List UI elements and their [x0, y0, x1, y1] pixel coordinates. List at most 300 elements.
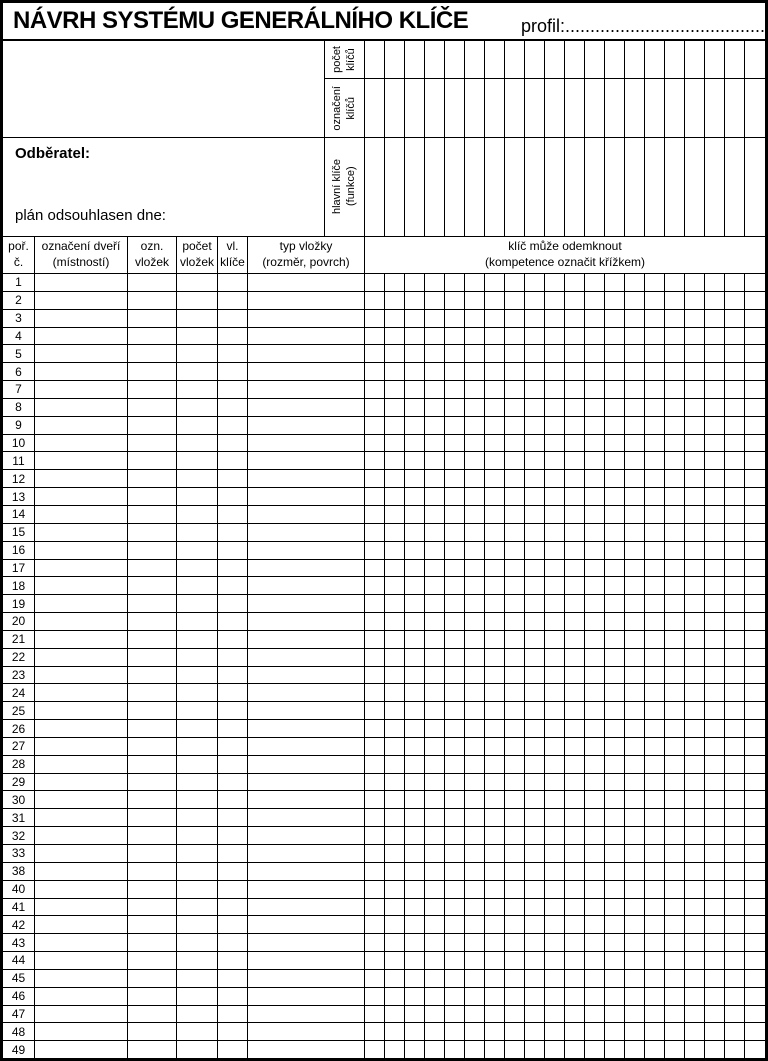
cell-ozn-vlozek — [128, 345, 177, 362]
key-competence-cell — [385, 827, 405, 844]
key-competence-cell — [705, 381, 725, 398]
key-competence-cell — [585, 417, 605, 434]
key-competence-cell — [705, 345, 725, 362]
key-competence-cell — [365, 363, 385, 380]
key-competence-cell — [485, 363, 505, 380]
key-competence-cell — [405, 577, 425, 594]
key-header-cell — [365, 41, 385, 78]
row-number: 32 — [3, 827, 35, 844]
key-competence-cell — [725, 328, 745, 345]
key-competence-cell — [505, 899, 525, 916]
key-competence-cell — [405, 310, 425, 327]
key-competence-cell — [485, 274, 505, 291]
key-competence-cell — [585, 328, 605, 345]
key-competence-cell — [445, 863, 465, 880]
key-competence-cell — [625, 1023, 645, 1040]
key-competence-cell — [645, 738, 665, 755]
cell-vl-klice — [218, 363, 248, 380]
table-row — [3, 345, 765, 363]
cell-pocet-vlozek — [177, 988, 218, 1005]
key-competence-cell — [465, 774, 485, 791]
key-competence-cell — [645, 1023, 665, 1040]
key-competence-cell — [605, 649, 625, 666]
cell-oznaceni-dveri — [35, 916, 128, 933]
cell-pocet-vlozek — [177, 774, 218, 791]
cell-pocet-vlozek — [177, 738, 218, 755]
table-body — [3, 274, 765, 1058]
key-competence-cell — [725, 702, 745, 719]
key-header-cell — [705, 138, 725, 236]
key-competence-cell — [685, 452, 705, 469]
key-competence-cell — [605, 827, 625, 844]
key-header-cell — [605, 138, 625, 236]
key-competence-cell — [605, 774, 625, 791]
cell-typ-vlozky — [248, 345, 365, 362]
key-competence-cell — [465, 452, 485, 469]
key-competence-cell — [665, 560, 685, 577]
key-competence-cell — [705, 524, 725, 541]
cell-oznaceni-dveri — [35, 970, 128, 987]
key-competence-cell — [645, 399, 665, 416]
key-competence-cell — [365, 1023, 385, 1040]
cell-typ-vlozky — [248, 292, 365, 309]
key-header-cell — [585, 138, 605, 236]
key-competence-cell — [405, 827, 425, 844]
key-competence-cell — [565, 542, 585, 559]
profil-label: profil: — [520, 15, 565, 36]
key-competence-cell — [565, 899, 585, 916]
rotated-label-hlavni-klice-funkce: hlavní klíče (funkce) — [330, 159, 357, 215]
key-competence-cell — [605, 399, 625, 416]
key-competence-cell — [445, 506, 465, 523]
key-competence-cell — [525, 435, 545, 452]
key-header-cell — [365, 79, 385, 137]
key-competence-cell — [625, 417, 645, 434]
key-competence-cell — [705, 417, 725, 434]
key-competence-cell — [525, 506, 545, 523]
key-competence-cell — [565, 631, 585, 648]
cell-pocet-vlozek — [177, 684, 218, 701]
key-competence-cell — [365, 720, 385, 737]
key-competence-cell — [625, 488, 645, 505]
key-competence-cell — [685, 916, 705, 933]
key-competence-cell — [685, 738, 705, 755]
form-title: NÁVRH SYSTÉMU GENERÁLNÍHO KLÍČE — [13, 7, 469, 34]
cell-vl-klice — [218, 916, 248, 933]
key-competence-cell — [565, 809, 585, 826]
key-competence-cell — [445, 916, 465, 933]
key-competence-cell — [585, 560, 605, 577]
key-competence-cell — [745, 328, 765, 345]
key-competence-cell — [485, 881, 505, 898]
key-competence-cell — [385, 667, 405, 684]
key-competence-cell — [745, 417, 765, 434]
key-competence-cell — [545, 631, 565, 648]
row-number: 8 — [3, 399, 35, 416]
cell-oznaceni-dveri — [35, 488, 128, 505]
key-competence-cell — [665, 649, 685, 666]
row-number: 5 — [3, 345, 35, 362]
key-competence-cell — [505, 684, 525, 701]
key-competence-cell — [625, 899, 645, 916]
key-competence-cell — [465, 649, 485, 666]
key-competence-cell — [665, 542, 685, 559]
key-competence-cell — [665, 756, 685, 773]
row-number: 12 — [3, 470, 35, 487]
table-row — [3, 328, 765, 346]
key-competence-cell — [705, 613, 725, 630]
key-competence-cell — [505, 452, 525, 469]
key-competence-cell — [465, 274, 485, 291]
cell-ozn-vlozek — [128, 452, 177, 469]
header-section — [3, 41, 765, 237]
key-competence-cell — [445, 470, 465, 487]
key-competence-cell — [525, 667, 545, 684]
key-competence-cell — [585, 577, 605, 594]
key-competence-cell — [605, 631, 625, 648]
row-number: 23 — [3, 667, 35, 684]
key-competence-cell — [525, 863, 545, 880]
key-competence-cell — [565, 613, 585, 630]
cell-typ-vlozky — [248, 702, 365, 719]
cell-ozn-vlozek — [128, 738, 177, 755]
key-competence-cell — [625, 970, 645, 987]
key-competence-cell — [725, 791, 745, 808]
key-competence-cell — [405, 1006, 425, 1023]
cell-typ-vlozky — [248, 1041, 365, 1058]
key-header-cell — [465, 79, 485, 137]
cell-vl-klice — [218, 452, 248, 469]
key-competence-cell — [585, 809, 605, 826]
cell-typ-vlozky — [248, 435, 365, 452]
cell-vl-klice — [218, 863, 248, 880]
cell-typ-vlozky — [248, 774, 365, 791]
key-competence-cell — [365, 524, 385, 541]
key-competence-cell — [545, 328, 565, 345]
key-competence-cell — [645, 381, 665, 398]
key-header-cell — [625, 138, 645, 236]
key-competence-cell — [505, 310, 525, 327]
key-competence-cell — [725, 934, 745, 951]
key-competence-cell — [645, 845, 665, 862]
key-competence-cell — [465, 952, 485, 969]
key-competence-cell — [465, 809, 485, 826]
key-competence-cell — [525, 774, 545, 791]
key-competence-cell — [485, 684, 505, 701]
key-competence-cell — [385, 916, 405, 933]
key-competence-cell — [545, 381, 565, 398]
key-competence-cell — [445, 756, 465, 773]
key-competence-cell — [465, 702, 485, 719]
key-competence-cell — [625, 720, 645, 737]
key-competence-cell — [705, 274, 725, 291]
key-competence-cell — [605, 702, 625, 719]
key-competence-cell — [385, 524, 405, 541]
key-competence-cell — [485, 310, 505, 327]
row-number: 24 — [3, 684, 35, 701]
key-competence-cell — [745, 952, 765, 969]
key-competence-cell — [485, 560, 505, 577]
key-competence-cell — [645, 1041, 665, 1058]
key-header-cell — [685, 79, 705, 137]
key-competence-cell — [665, 809, 685, 826]
key-competence-cell — [385, 274, 405, 291]
cell-vl-klice — [218, 506, 248, 523]
cell-ozn-vlozek — [128, 328, 177, 345]
cell-pocet-vlozek — [177, 435, 218, 452]
key-competence-cell — [485, 595, 505, 612]
key-competence-cell — [665, 310, 685, 327]
table-row — [3, 720, 765, 738]
cell-ozn-vlozek — [128, 310, 177, 327]
key-header-cell — [665, 138, 685, 236]
key-competence-cell — [685, 292, 705, 309]
cell-ozn-vlozek — [128, 970, 177, 987]
key-competence-cell — [505, 435, 525, 452]
key-header-grid — [365, 41, 765, 236]
key-header-cell — [545, 41, 565, 78]
key-competence-cell — [645, 863, 665, 880]
key-competence-cell — [525, 381, 545, 398]
key-competence-cell — [645, 667, 665, 684]
key-header-cell — [385, 41, 405, 78]
key-competence-cell — [385, 791, 405, 808]
key-header-cell — [645, 41, 665, 78]
key-competence-cell — [565, 435, 585, 452]
cell-typ-vlozky — [248, 649, 365, 666]
cell-ozn-vlozek — [128, 702, 177, 719]
key-competence-cell — [745, 791, 765, 808]
key-competence-cell — [405, 274, 425, 291]
key-competence-cell — [425, 1006, 445, 1023]
key-competence-cell — [745, 899, 765, 916]
key-header-cell — [565, 138, 585, 236]
key-competence-cell — [465, 1023, 485, 1040]
cell-vl-klice — [218, 613, 248, 630]
key-competence-cell — [405, 524, 425, 541]
key-competence-cell — [605, 542, 625, 559]
key-competence-cell — [365, 488, 385, 505]
key-competence-cell — [565, 845, 585, 862]
key-competence-cell — [745, 399, 765, 416]
cell-ozn-vlozek — [128, 774, 177, 791]
key-competence-cell — [425, 399, 445, 416]
key-competence-cell — [465, 381, 485, 398]
key-competence-cell — [605, 595, 625, 612]
key-competence-cell — [645, 274, 665, 291]
key-competence-cell — [705, 631, 725, 648]
key-competence-cell — [685, 756, 705, 773]
key-competence-cell — [485, 988, 505, 1005]
key-competence-cell — [405, 560, 425, 577]
key-competence-cell — [605, 988, 625, 1005]
key-competence-cell — [685, 399, 705, 416]
key-competence-cell — [505, 524, 525, 541]
key-competence-cell — [525, 738, 545, 755]
key-competence-cell — [685, 1006, 705, 1023]
cell-typ-vlozky — [248, 1023, 365, 1040]
key-competence-cell — [385, 399, 405, 416]
key-competence-cell — [405, 934, 425, 951]
cell-typ-vlozky — [248, 970, 365, 987]
key-competence-cell — [605, 863, 625, 880]
key-header-cell — [565, 79, 585, 137]
cell-typ-vlozky — [248, 845, 365, 862]
table-row — [3, 452, 765, 470]
cell-ozn-vlozek — [128, 577, 177, 594]
key-competence-cell — [585, 613, 605, 630]
key-competence-cell — [545, 470, 565, 487]
key-competence-cell — [525, 649, 545, 666]
key-competence-cell — [405, 684, 425, 701]
key-competence-cell — [405, 881, 425, 898]
cell-vl-klice — [218, 720, 248, 737]
cell-vl-klice — [218, 738, 248, 755]
key-competence-cell — [485, 952, 505, 969]
key-competence-cell — [525, 720, 545, 737]
key-competence-cell — [425, 702, 445, 719]
key-competence-cell — [645, 791, 665, 808]
key-competence-cell — [625, 667, 645, 684]
cell-oznaceni-dveri — [35, 809, 128, 826]
key-competence-cell — [525, 809, 545, 826]
key-competence-cell — [525, 595, 545, 612]
key-competence-cell — [565, 667, 585, 684]
key-competence-cell — [365, 613, 385, 630]
key-competence-cell — [745, 381, 765, 398]
row-number: 33 — [3, 845, 35, 862]
key-competence-cell — [685, 702, 705, 719]
key-header-cell — [465, 138, 485, 236]
key-competence-cell — [425, 595, 445, 612]
key-competence-cell — [405, 452, 425, 469]
key-competence-cell — [705, 1041, 725, 1058]
key-competence-cell — [565, 827, 585, 844]
row-number: 17 — [3, 560, 35, 577]
key-competence-cell — [745, 667, 765, 684]
key-competence-cell — [565, 274, 585, 291]
cell-vl-klice — [218, 328, 248, 345]
key-competence-cell — [565, 524, 585, 541]
key-competence-cell — [605, 613, 625, 630]
key-header-cell — [405, 138, 425, 236]
cell-vl-klice — [218, 774, 248, 791]
key-competence-cell — [725, 417, 745, 434]
key-competence-cell — [625, 809, 645, 826]
key-competence-cell — [605, 488, 625, 505]
key-competence-cell — [605, 934, 625, 951]
key-competence-cell — [645, 720, 665, 737]
cell-pocet-vlozek — [177, 952, 218, 969]
cell-pocet-vlozek — [177, 791, 218, 808]
cell-vl-klice — [218, 631, 248, 648]
key-competence-cell — [465, 328, 485, 345]
cell-ozn-vlozek — [128, 381, 177, 398]
key-competence-cell — [585, 756, 605, 773]
key-competence-cell — [405, 1041, 425, 1058]
key-competence-cell — [605, 738, 625, 755]
table-row — [3, 774, 765, 792]
key-competence-cell — [685, 470, 705, 487]
key-competence-cell — [545, 1041, 565, 1058]
key-competence-cell — [465, 899, 485, 916]
key-competence-cell — [525, 310, 545, 327]
key-competence-cell — [725, 595, 745, 612]
table-row — [3, 934, 765, 952]
cell-vl-klice — [218, 310, 248, 327]
key-competence-cell — [565, 881, 585, 898]
table-row — [3, 577, 765, 595]
cell-oznaceni-dveri — [35, 524, 128, 541]
key-competence-cell — [605, 1023, 625, 1040]
key-competence-cell — [405, 595, 425, 612]
key-competence-cell — [425, 720, 445, 737]
key-competence-cell — [545, 399, 565, 416]
key-competence-cell — [485, 916, 505, 933]
key-header-cell — [725, 79, 745, 137]
key-competence-cell — [705, 452, 725, 469]
key-competence-cell — [365, 381, 385, 398]
key-competence-cell — [685, 827, 705, 844]
key-competence-cell — [505, 720, 525, 737]
key-competence-cell — [725, 827, 745, 844]
cell-vl-klice — [218, 702, 248, 719]
key-competence-cell — [465, 345, 485, 362]
cell-typ-vlozky — [248, 577, 365, 594]
table-row — [3, 738, 765, 756]
key-competence-cell — [625, 863, 645, 880]
key-competence-cell — [645, 488, 665, 505]
cell-ozn-vlozek — [128, 791, 177, 808]
cell-pocet-vlozek — [177, 899, 218, 916]
key-competence-cell — [585, 845, 605, 862]
key-competence-cell — [685, 631, 705, 648]
key-competence-cell — [665, 1023, 685, 1040]
key-competence-cell — [545, 738, 565, 755]
key-competence-cell — [385, 756, 405, 773]
cell-oznaceni-dveri — [35, 328, 128, 345]
key-competence-cell — [545, 881, 565, 898]
key-competence-cell — [745, 809, 765, 826]
table-row — [3, 399, 765, 417]
key-competence-cell — [525, 702, 545, 719]
table-row — [3, 470, 765, 488]
key-competence-cell — [585, 791, 605, 808]
table-row — [3, 667, 765, 685]
cell-typ-vlozky — [248, 667, 365, 684]
key-competence-cell — [465, 684, 485, 701]
key-competence-cell — [445, 684, 465, 701]
key-competence-cell — [665, 738, 685, 755]
cell-typ-vlozky — [248, 899, 365, 916]
key-competence-cell — [745, 720, 765, 737]
key-competence-cell — [745, 488, 765, 505]
key-competence-cell — [725, 720, 745, 737]
row-number: 26 — [3, 720, 35, 737]
key-competence-cell — [565, 363, 585, 380]
cell-oznaceni-dveri — [35, 345, 128, 362]
table-row — [3, 542, 765, 560]
key-competence-cell — [425, 667, 445, 684]
cell-typ-vlozky — [248, 542, 365, 559]
key-competence-cell — [585, 399, 605, 416]
key-competence-cell — [445, 667, 465, 684]
key-competence-cell — [445, 560, 465, 577]
key-header-grid-row-pocet-klicu — [365, 41, 765, 79]
key-competence-cell — [745, 631, 765, 648]
key-competence-cell — [425, 863, 445, 880]
key-competence-cell — [725, 809, 745, 826]
